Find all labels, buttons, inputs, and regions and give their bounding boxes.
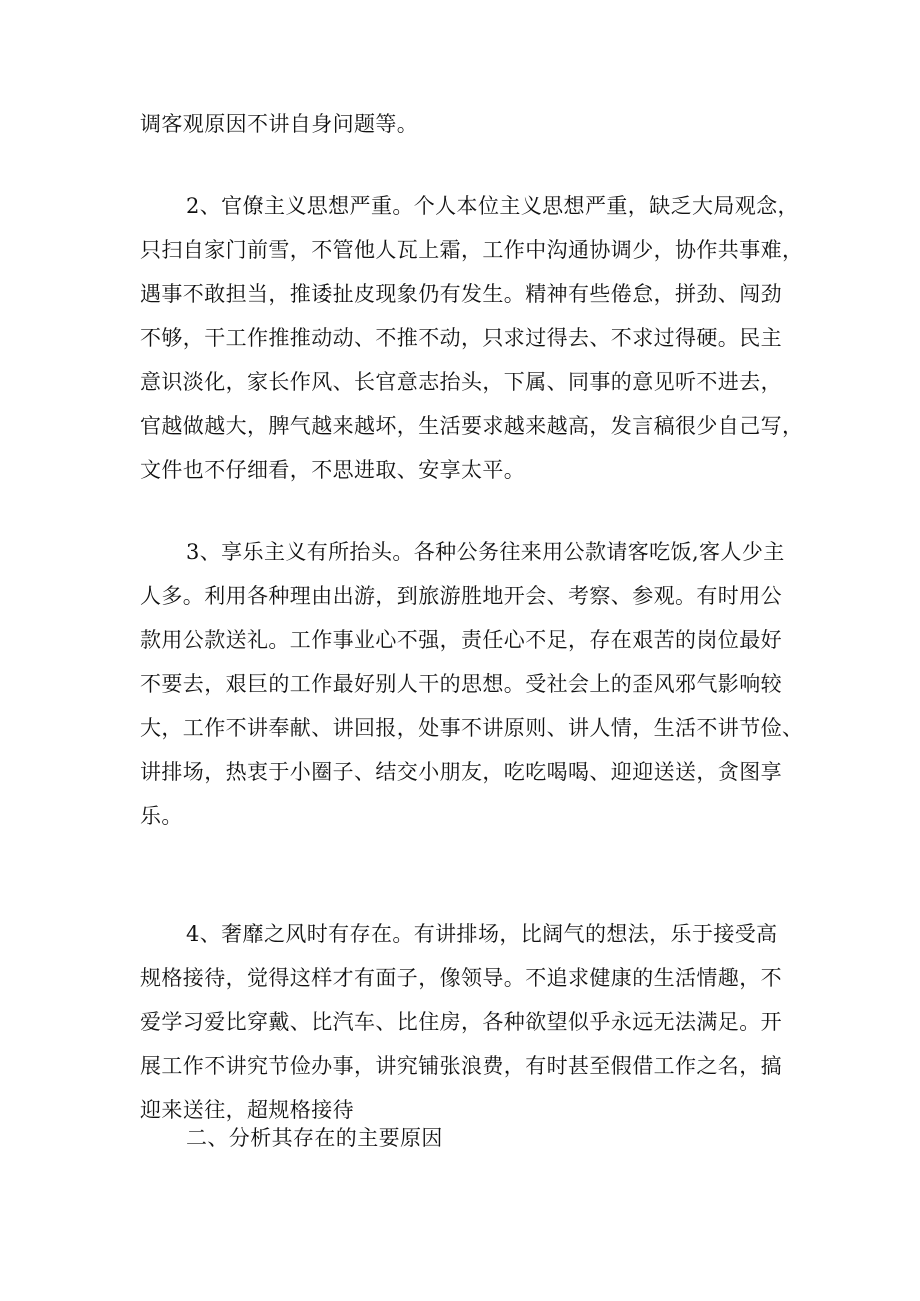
text-line: 官越做越大，脾气越来越坏，生活要求越来越高，发言稿很少自己写， [140,414,804,438]
text-line: 乐。 [140,804,183,828]
text-line: 文件也不仔细看，不思进取、安享太平。 [140,458,526,482]
text-line: 4、奢靡之风时有存在。有讲排场，比阔气的想法，乐于接受高 [186,922,778,946]
text-line: 2、官僚主义思想严重。个人本位主义思想严重，缺乏大局观念， [186,194,799,218]
text-line: 调客观原因不讲自身问题等。 [140,112,419,136]
text-line: 款用公款送礼。工作事业心不强，责任心不足，存在艰苦的岗位最好 [140,628,782,652]
text-line: 3、享乐主义有所抬头。各种公务往来用公款请客吃饭,客人少主 [186,540,785,564]
paragraph-continuation [140,102,780,146]
paragraph-extravagance [140,912,780,1132]
heading-line: 二、分析其存在的主要原因 [186,1126,443,1150]
text-line: 爱学习爱比穿戴、比汽车、比住房，各种欲望似乎永远无法满足。开 [140,1010,782,1034]
paragraph-hedonism [140,530,804,838]
text-line: 迎来送往，超规格接待 [140,1098,354,1122]
text-line: 不够，干工作推推动动、不推不动，只求过得去、不求过得硬。民主 [140,326,782,350]
text-line: 规格接待，觉得这样才有面子，像领导。不追求健康的生活情趣，不 [140,966,782,990]
text-line: 只扫自家门前雪，不管他人瓦上霜，工作中沟通协调少，协作共事难， [140,238,804,262]
text-line: 不要去，艰巨的工作最好别人干的思想。受社会上的歪风邪气影响较 [140,672,782,696]
text-line: 大，工作不讲奉献、讲回报，处事不讲原则、讲人情，生活不讲节俭、 [140,716,804,740]
text-line: 展工作不讲究节俭办事，讲究铺张浪费，有时甚至假借工作之名，搞 [140,1054,782,1078]
paragraph-bureaucracy [140,184,804,492]
text-line: 讲排场，热衷于小圈子、结交小朋友，吃吃喝喝、迎迎送送，贪图享 [140,760,782,784]
text-line: 遇事不敢担当，推诿扯皮现象仍有发生。精神有些倦怠，拼劲、闯劲 [140,282,782,306]
text-line: 意识淡化，家长作风、长官意志抬头，下属、同事的意见听不进去， [140,370,782,394]
text-line: 人多。利用各种理由出游，到旅游胜地开会、考察、参观。有时用公 [140,584,782,608]
section-heading [140,1116,780,1160]
